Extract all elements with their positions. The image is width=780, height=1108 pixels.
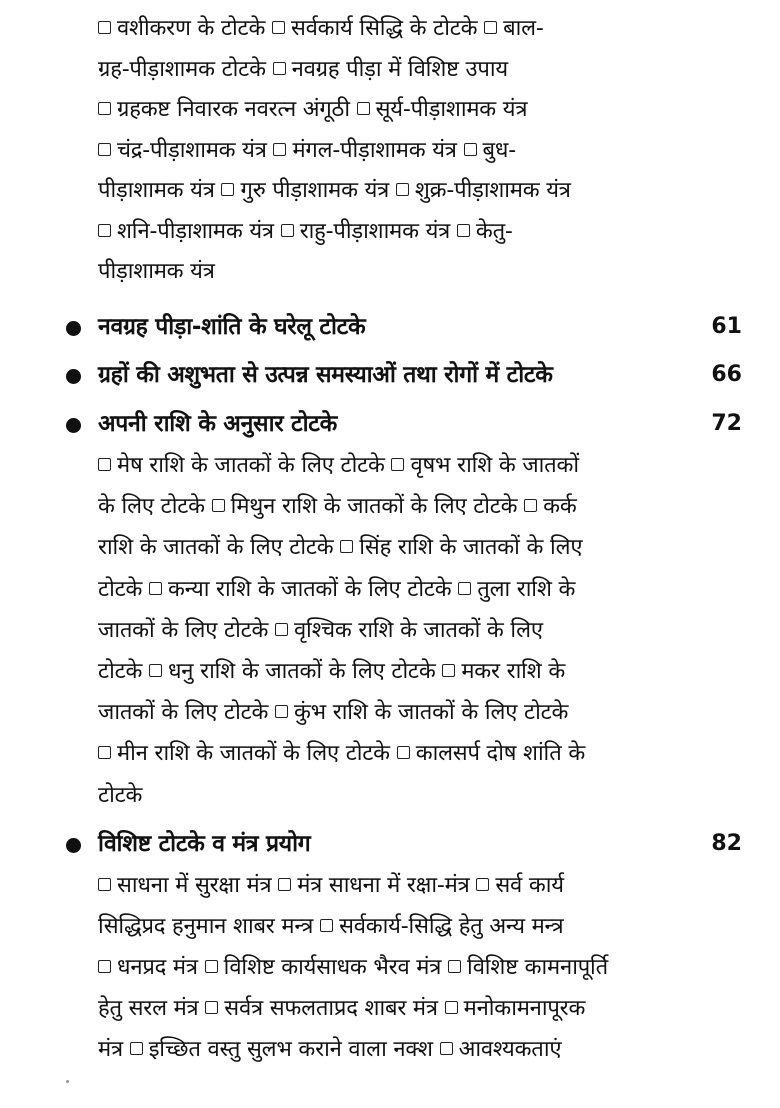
subtopic-item bbox=[464, 138, 516, 163]
subtopic-label: सर्वकार्य सिद्धि के टोटके bbox=[290, 16, 478, 41]
subtopic-item bbox=[98, 16, 265, 41]
checkbox-square-icon bbox=[98, 746, 111, 759]
subtopic-line bbox=[98, 55, 704, 85]
subtopic-line bbox=[98, 616, 704, 646]
subtopic-label: राहु-पीड़ाशामक यंत्र bbox=[299, 218, 451, 244]
subtopic-label: नवग्रह पीड़ा में विशिष्ट उपाय bbox=[291, 56, 508, 82]
subtopic-label: मनोकामनापूरक bbox=[463, 996, 586, 1021]
subtopic-label: मकर राशि के bbox=[461, 659, 566, 684]
subtopic-item bbox=[440, 1037, 562, 1062]
contents-entry-1 bbox=[66, 310, 742, 344]
subtopic-item bbox=[448, 955, 608, 980]
subtopic-line bbox=[98, 257, 704, 287]
subtopic-item bbox=[205, 955, 442, 980]
checkbox-square-icon bbox=[281, 224, 294, 237]
subtopic-label: कालसर्प दोष शांति के bbox=[415, 741, 586, 767]
subtopic-line bbox=[98, 95, 704, 125]
subtopic-item bbox=[442, 659, 565, 684]
subtopic-item bbox=[98, 57, 266, 82]
subtopic-label: मिथुन राशि के जातकों के लिए टोटके bbox=[230, 494, 518, 520]
checkbox-square-icon bbox=[98, 102, 111, 115]
subtopic-item bbox=[205, 996, 438, 1021]
subtopic-item bbox=[273, 57, 508, 82]
subtopic-item bbox=[98, 577, 142, 602]
checkbox-square-icon bbox=[448, 960, 461, 973]
subtopic-label: टोटके bbox=[98, 576, 143, 602]
checkbox-square-icon bbox=[397, 746, 410, 759]
subtopic-item bbox=[98, 453, 385, 478]
entry-page-number: 66 bbox=[711, 362, 742, 387]
checkbox-square-icon bbox=[442, 664, 455, 677]
checkbox-square-icon bbox=[396, 183, 409, 196]
subtopic-label: मेष राशि के जातकों के लिए टोटके bbox=[117, 453, 385, 478]
subtopic-label: केतु- bbox=[475, 218, 513, 244]
subtopic-label: बुध- bbox=[482, 137, 516, 163]
checkbox-square-icon bbox=[457, 224, 470, 237]
subtopic-label: विशिष्ट कामनापूर्ति bbox=[467, 955, 609, 980]
subtopic-item bbox=[273, 138, 456, 163]
contents-entry-4 bbox=[66, 827, 742, 861]
bullet-icon bbox=[66, 418, 81, 433]
checkbox-square-icon bbox=[320, 919, 333, 932]
checkbox-square-icon bbox=[205, 960, 218, 973]
subtopic-label: शुक्र-पीड़ाशामक यंत्र bbox=[414, 178, 571, 203]
subtopic-item bbox=[524, 494, 576, 519]
subtopic-line bbox=[98, 657, 704, 687]
checkbox-square-icon bbox=[476, 878, 489, 891]
subtopic-line bbox=[98, 217, 704, 247]
subtopic-line bbox=[98, 739, 704, 769]
checkbox-square-icon bbox=[98, 224, 111, 237]
subtopic-label: सूर्य-पीड़ाशामक यंत्र bbox=[375, 97, 528, 122]
subtopic-line bbox=[98, 492, 704, 522]
checkbox-square-icon bbox=[273, 62, 286, 75]
checkbox-square-icon bbox=[278, 878, 291, 891]
checkbox-square-icon bbox=[484, 21, 497, 34]
subtopic-label: धनप्रद मंत्र bbox=[117, 955, 198, 980]
checkbox-square-icon bbox=[272, 21, 285, 34]
subtopic-item bbox=[98, 618, 268, 643]
entry-title: ग्रहों की अशुभता से उत्पन्न समस्याओं तथा रोगों में टोटके bbox=[98, 362, 553, 388]
subtopic-label: ग्रह-पीड़ाशामक टोटके bbox=[98, 56, 266, 82]
subtopic-label: के लिए टोटके bbox=[98, 494, 205, 520]
subtopic-label: पीड़ाशामक यंत्र bbox=[98, 178, 215, 203]
subtopic-label: मीन राशि के जातकों के लिए टोटके bbox=[117, 741, 390, 767]
entry-title: विशिष्ट टोटके व मंत्र प्रयोग bbox=[98, 831, 311, 857]
subtopic-item bbox=[212, 494, 518, 519]
checkbox-square-icon bbox=[340, 540, 353, 553]
subtopic-item bbox=[98, 259, 215, 284]
subtopic-label: सर्वकार्य-सिद्धि हेतु अन्य मन्त्र bbox=[339, 914, 564, 939]
subtopic-item bbox=[98, 219, 274, 244]
subtopic-line bbox=[98, 994, 704, 1024]
subtopic-item bbox=[396, 178, 571, 203]
subtopic-label: चंद्र-पीड़ाशामक यंत्र bbox=[117, 137, 267, 163]
checkbox-square-icon bbox=[149, 582, 162, 595]
subtopic-item bbox=[98, 659, 142, 684]
checkbox-square-icon bbox=[391, 458, 404, 471]
checkbox-square-icon bbox=[273, 143, 286, 156]
subtopic-label: सिंह राशि के जातकों के लिए bbox=[359, 535, 583, 561]
checkbox-square-icon bbox=[524, 499, 537, 512]
subtopic-item bbox=[98, 873, 271, 898]
subtopic-label: सर्व कार्य bbox=[495, 873, 564, 898]
subtopic-item bbox=[98, 996, 199, 1021]
checkbox-square-icon bbox=[357, 102, 370, 115]
subtopic-item bbox=[98, 783, 142, 808]
subtopic-label: साधना में सुरक्षा मंत्र bbox=[117, 873, 272, 898]
subtopic-item bbox=[397, 741, 585, 766]
bullet-icon bbox=[66, 838, 81, 853]
checkbox-square-icon bbox=[445, 1001, 458, 1014]
subtopic-label: राशि के जातकों के लिए टोटके bbox=[98, 535, 334, 561]
subtopic-item bbox=[98, 138, 267, 163]
checkbox-square-icon bbox=[149, 664, 162, 677]
subtopic-item bbox=[98, 741, 390, 766]
subtopic-label: जातकों के लिए टोटके bbox=[98, 617, 269, 643]
subtopic-item bbox=[98, 97, 350, 122]
subtopic-item bbox=[130, 1037, 433, 1062]
subtopic-item bbox=[484, 16, 544, 41]
checkbox-square-icon bbox=[130, 1042, 143, 1055]
subtopic-item bbox=[98, 1037, 123, 1062]
subtopic-label: गुरु पीड़ाशामक यंत्र bbox=[240, 178, 390, 203]
subtopic-line bbox=[98, 698, 704, 728]
subtopic-line bbox=[98, 533, 704, 563]
checkbox-square-icon bbox=[464, 143, 477, 156]
subtopic-item bbox=[98, 914, 313, 939]
checkbox-square-icon bbox=[98, 143, 111, 156]
subtopic-item bbox=[149, 577, 451, 602]
entry-page-number: 82 bbox=[711, 831, 742, 856]
subtopic-label: बाल- bbox=[503, 16, 544, 41]
subtopic-line bbox=[98, 14, 704, 44]
subtopic-label: कुंभ राशि के जातकों के लिए टोटके bbox=[293, 700, 569, 726]
subtopic-item bbox=[98, 535, 333, 560]
contents-entry-3 bbox=[66, 407, 742, 441]
subtopic-item bbox=[357, 97, 528, 122]
checkbox-square-icon bbox=[440, 1042, 453, 1055]
subtopic-item bbox=[98, 494, 205, 519]
subtopic-label: पीड़ाशामक यंत्र bbox=[98, 259, 215, 284]
checkbox-square-icon bbox=[98, 878, 111, 891]
subtopic-label: टोटके bbox=[98, 659, 143, 684]
subtopic-item bbox=[221, 178, 389, 203]
subtopic-label: कर्क bbox=[543, 494, 577, 520]
subtopic-label: ग्रहकष्ट निवारक नवरत्न अंगूठी bbox=[117, 97, 350, 122]
checkbox-square-icon bbox=[98, 21, 111, 34]
subtopic-label: शनि-पीड़ाशामक यंत्र bbox=[117, 218, 274, 244]
subtopic-item bbox=[391, 453, 578, 478]
subtopic-label: वृश्चिक राशि के जातकों के लिए bbox=[293, 617, 543, 643]
entry-title: अपनी राशि के अनुसार टोटके bbox=[98, 411, 337, 437]
checkbox-square-icon bbox=[98, 458, 111, 471]
entry-page-number: 61 bbox=[711, 314, 742, 339]
subtopic-label: आवश्यकताएं bbox=[458, 1037, 562, 1062]
subtopic-line bbox=[98, 1035, 704, 1065]
subtopic-line bbox=[98, 912, 704, 942]
entry-page-number: 72 bbox=[711, 411, 742, 436]
checkbox-square-icon bbox=[458, 582, 471, 595]
subtopic-label: वृषभ राशि के जातकों bbox=[410, 453, 579, 478]
subtopic-item bbox=[98, 700, 268, 725]
bullet-icon bbox=[66, 369, 81, 384]
subtopic-item bbox=[275, 618, 543, 643]
subtopic-label: मंगल-पीड़ाशामक यंत्र bbox=[292, 137, 457, 163]
subtopic-item bbox=[98, 955, 198, 980]
subtopic-label: हेतु सरल मंत्र bbox=[98, 996, 199, 1021]
subtopic-item bbox=[272, 16, 477, 41]
subtopic-line bbox=[98, 451, 704, 481]
checkbox-square-icon bbox=[221, 183, 234, 196]
scan-speck bbox=[66, 1080, 69, 1083]
checkbox-square-icon bbox=[275, 705, 288, 718]
subtopic-item bbox=[340, 535, 582, 560]
subtopic-label: वशीकरण के टोटके bbox=[117, 16, 266, 41]
checkbox-square-icon bbox=[205, 1001, 218, 1014]
subtopic-label: सिद्धिप्रद हनुमान शाबर मन्त्र bbox=[98, 914, 314, 939]
checkbox-square-icon bbox=[275, 623, 288, 636]
subtopic-line bbox=[98, 136, 704, 166]
subtopic-item bbox=[458, 577, 575, 602]
subtopic-line bbox=[98, 871, 704, 901]
entry-title: नवग्रह पीड़ा-शांति के घरेलू टोटके bbox=[98, 314, 366, 340]
subtopic-item bbox=[98, 178, 215, 203]
subtopic-item bbox=[275, 700, 568, 725]
subtopic-item bbox=[278, 873, 469, 898]
subtopic-label: टोटके bbox=[98, 782, 143, 808]
subtopic-item bbox=[445, 996, 586, 1021]
subtopic-line bbox=[98, 176, 704, 206]
subtopic-label: तुला राशि के bbox=[477, 576, 576, 602]
subtopic-item bbox=[320, 914, 563, 939]
subtopic-label: मंत्र bbox=[98, 1037, 123, 1062]
subtopic-label: सर्वत्र सफलताप्रद शाबर मंत्र bbox=[224, 996, 438, 1021]
subtopic-label: कन्या राशि के जातकों के लिए टोटके bbox=[167, 576, 452, 602]
subtopic-label: मंत्र साधना में रक्षा-मंत्र bbox=[297, 873, 470, 898]
subtopic-item bbox=[457, 219, 513, 244]
bullet-icon bbox=[66, 321, 81, 336]
subtopic-label: विशिष्ट कार्यसाधक भैरव मंत्र bbox=[223, 955, 442, 980]
subtopic-label: जातकों के लिए टोटके bbox=[98, 700, 269, 726]
contents-entry-2 bbox=[66, 358, 742, 392]
subtopic-item bbox=[281, 219, 450, 244]
subtopic-label: इच्छित वस्तु सुलभ कराने वाला नक्श bbox=[148, 1037, 433, 1062]
checkbox-square-icon bbox=[212, 499, 225, 512]
subtopic-line bbox=[98, 781, 704, 811]
checkbox-square-icon bbox=[98, 960, 111, 973]
subtopic-line bbox=[98, 575, 704, 605]
subtopic-item bbox=[476, 873, 563, 898]
subtopic-line bbox=[98, 953, 704, 983]
subtopic-label: धनु राशि के जातकों के लिए टोटके bbox=[167, 659, 436, 684]
subtopic-item bbox=[149, 659, 436, 684]
